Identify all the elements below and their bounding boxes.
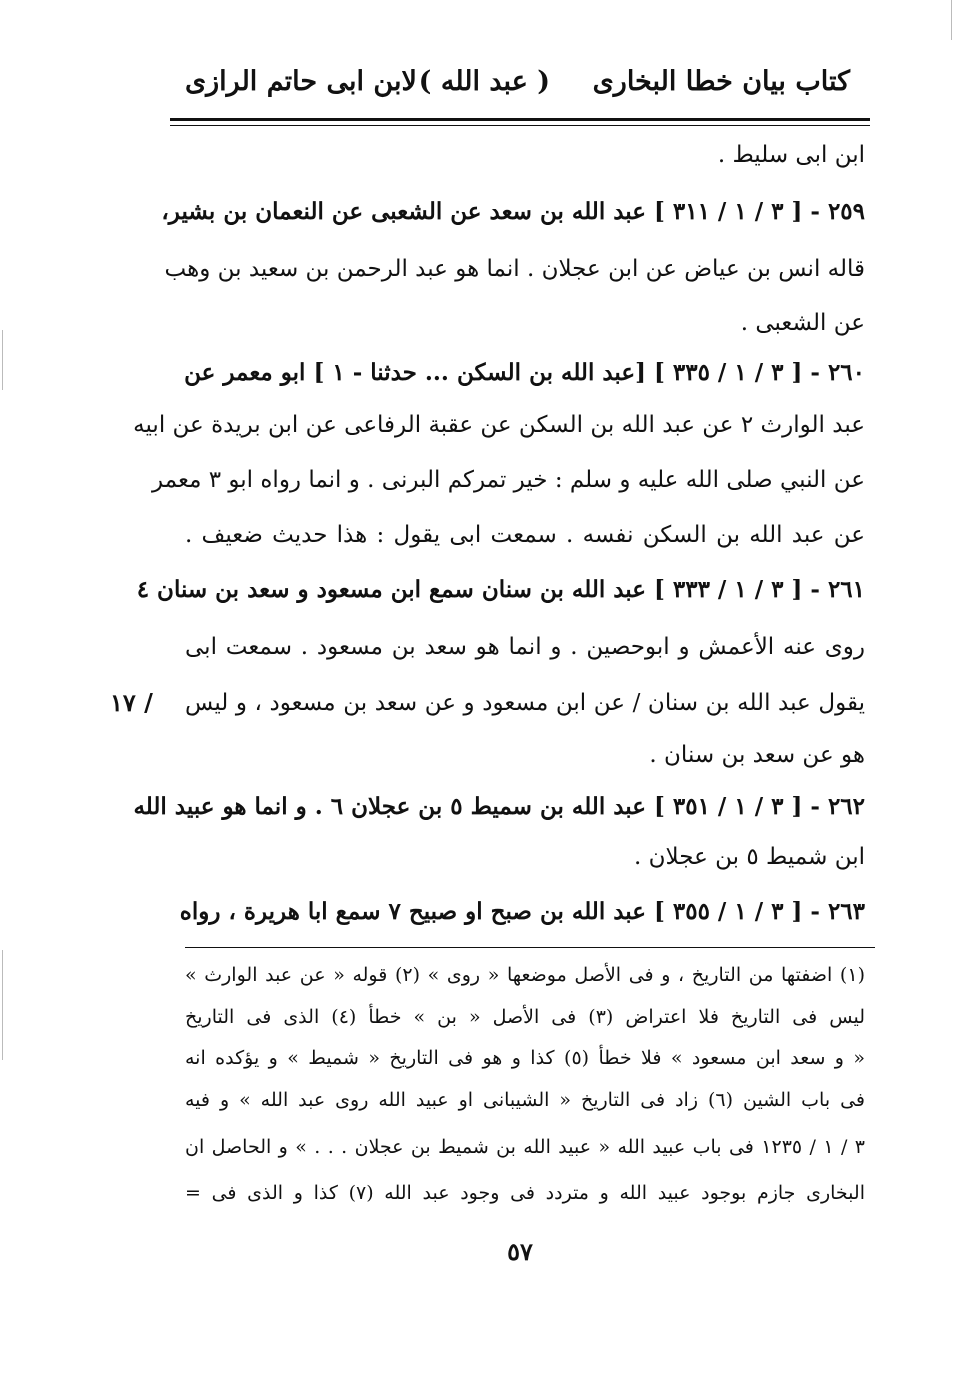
body-line: هو عن سعد بن سنان . [649, 742, 865, 768]
margin-page-marker: ١٧ / [110, 688, 153, 717]
entry-260-line: ٢٦٠ - [ ٣ / ١ / ٣٣٥ ] [عبد الله بن السكن ... حدثنا - ١ ] ابو معمر عن [184, 359, 865, 386]
scan-edge-mark [2, 330, 3, 390]
running-header [185, 60, 850, 120]
body-line: ابن ابى سليط . [717, 142, 865, 168]
footnote-line: ٣ / ١ / ١٢٣٥ فى باب عبيد الله « عبيد الله بن شميط بن عجلان . . . » و الحاصل ان [185, 1136, 865, 1158]
footnote-line: البخارى جازم بوجود عبيد الله و متردد فى وجود عبد الله (٧) كذا و الذى فى = [185, 1182, 865, 1204]
body-line: عبد الوارث ٢ عن عبد الله بن السكن عن عقبة الرفاعى عن ابن بريدة عن ابيه [133, 412, 865, 438]
footnote-line: « و سعد ابن مسعود » فلا خطأ (٥) كذا و هو فى التاريخ « شميط » و يؤكده انه [185, 1047, 865, 1069]
footnote-rule [185, 947, 875, 948]
body-line: يقول عبد الله بن سنان / عن ابن مسعود و عن سعد بن مسعود ، و ليس [185, 690, 865, 716]
body-line: عن النبي صلى الله عليه و سلم : خير تمركم البرنى . و انما رواه ابو ٣ معمر [152, 467, 865, 493]
page-number: ٥٧ [507, 1237, 533, 1266]
entry-263-line: ٢٦٣ - [ ٣ / ١ / ٣٥٥ ] عبد الله بن صبح او صبيح ٧ سمع ابا هريرة ، رواه [179, 898, 865, 925]
entry-261-line: ٢٦١ - [ ٣ / ١ / ٣٣٣ ] عبد الله بن سنان سمع ابن مسعود و سعد بن سنان ٤ [136, 576, 865, 603]
body-line: عن الشعبى . [740, 310, 865, 336]
body-line: ابن شميط ٥ بن عجلان . [634, 844, 865, 870]
entry-259-line: ٢٥٩ - [ ٣ / ١ / ٣١١ ] عبد الله بن سعد عن الشعبى عن النعمان بن بشير، [161, 198, 865, 225]
scan-edge-mark [2, 950, 3, 1060]
header-rule-thin [170, 125, 870, 126]
body-line: روى عنه الأعمش و ابوحصين . و انما هو سعد بن مسعود . سمعت ابى [185, 634, 865, 660]
author-name: لابن ابى حاتم الرازى [185, 66, 417, 97]
scan-edge-mark [951, 0, 952, 40]
body-line: قاله انس بن عياض عن ابن عجلان . انما هو عبد الرحمن بن سعيد بن وهب [164, 256, 865, 282]
section-name: ( عبد الله ) [418, 66, 550, 97]
footnote-line: ليس فى التاريخ فلا اعتراض (٣) فى الأصل « بن » خطأ (٤) الذى فى التاريخ [185, 1006, 865, 1028]
footnote-line: فى باب الشين (٦) زاد فى التاريخ « الشيبانى او عبيد الله روى عبد الله » و فيه [185, 1089, 865, 1111]
body-line: عن عبد الله بن السكن نفسه . سمعت ابى يقول : هذا حديث ضعيف . [185, 522, 865, 548]
entry-262-line: ٢٦٢ - [ ٣ / ١ / ٣٥١ ] عبد الله بن سميط ٥ بن عجلان ٦ . و انما هو عبيد الله [133, 793, 865, 820]
header-rule-thick [170, 118, 870, 121]
footnote-line: (١) اضفتها من التاريخ ، و فى الأصل موضعها « روى » (٢) قوله « عن عبد الوارث » [185, 964, 865, 986]
book-title: كتاب بيان خطا البخارى [592, 66, 850, 97]
